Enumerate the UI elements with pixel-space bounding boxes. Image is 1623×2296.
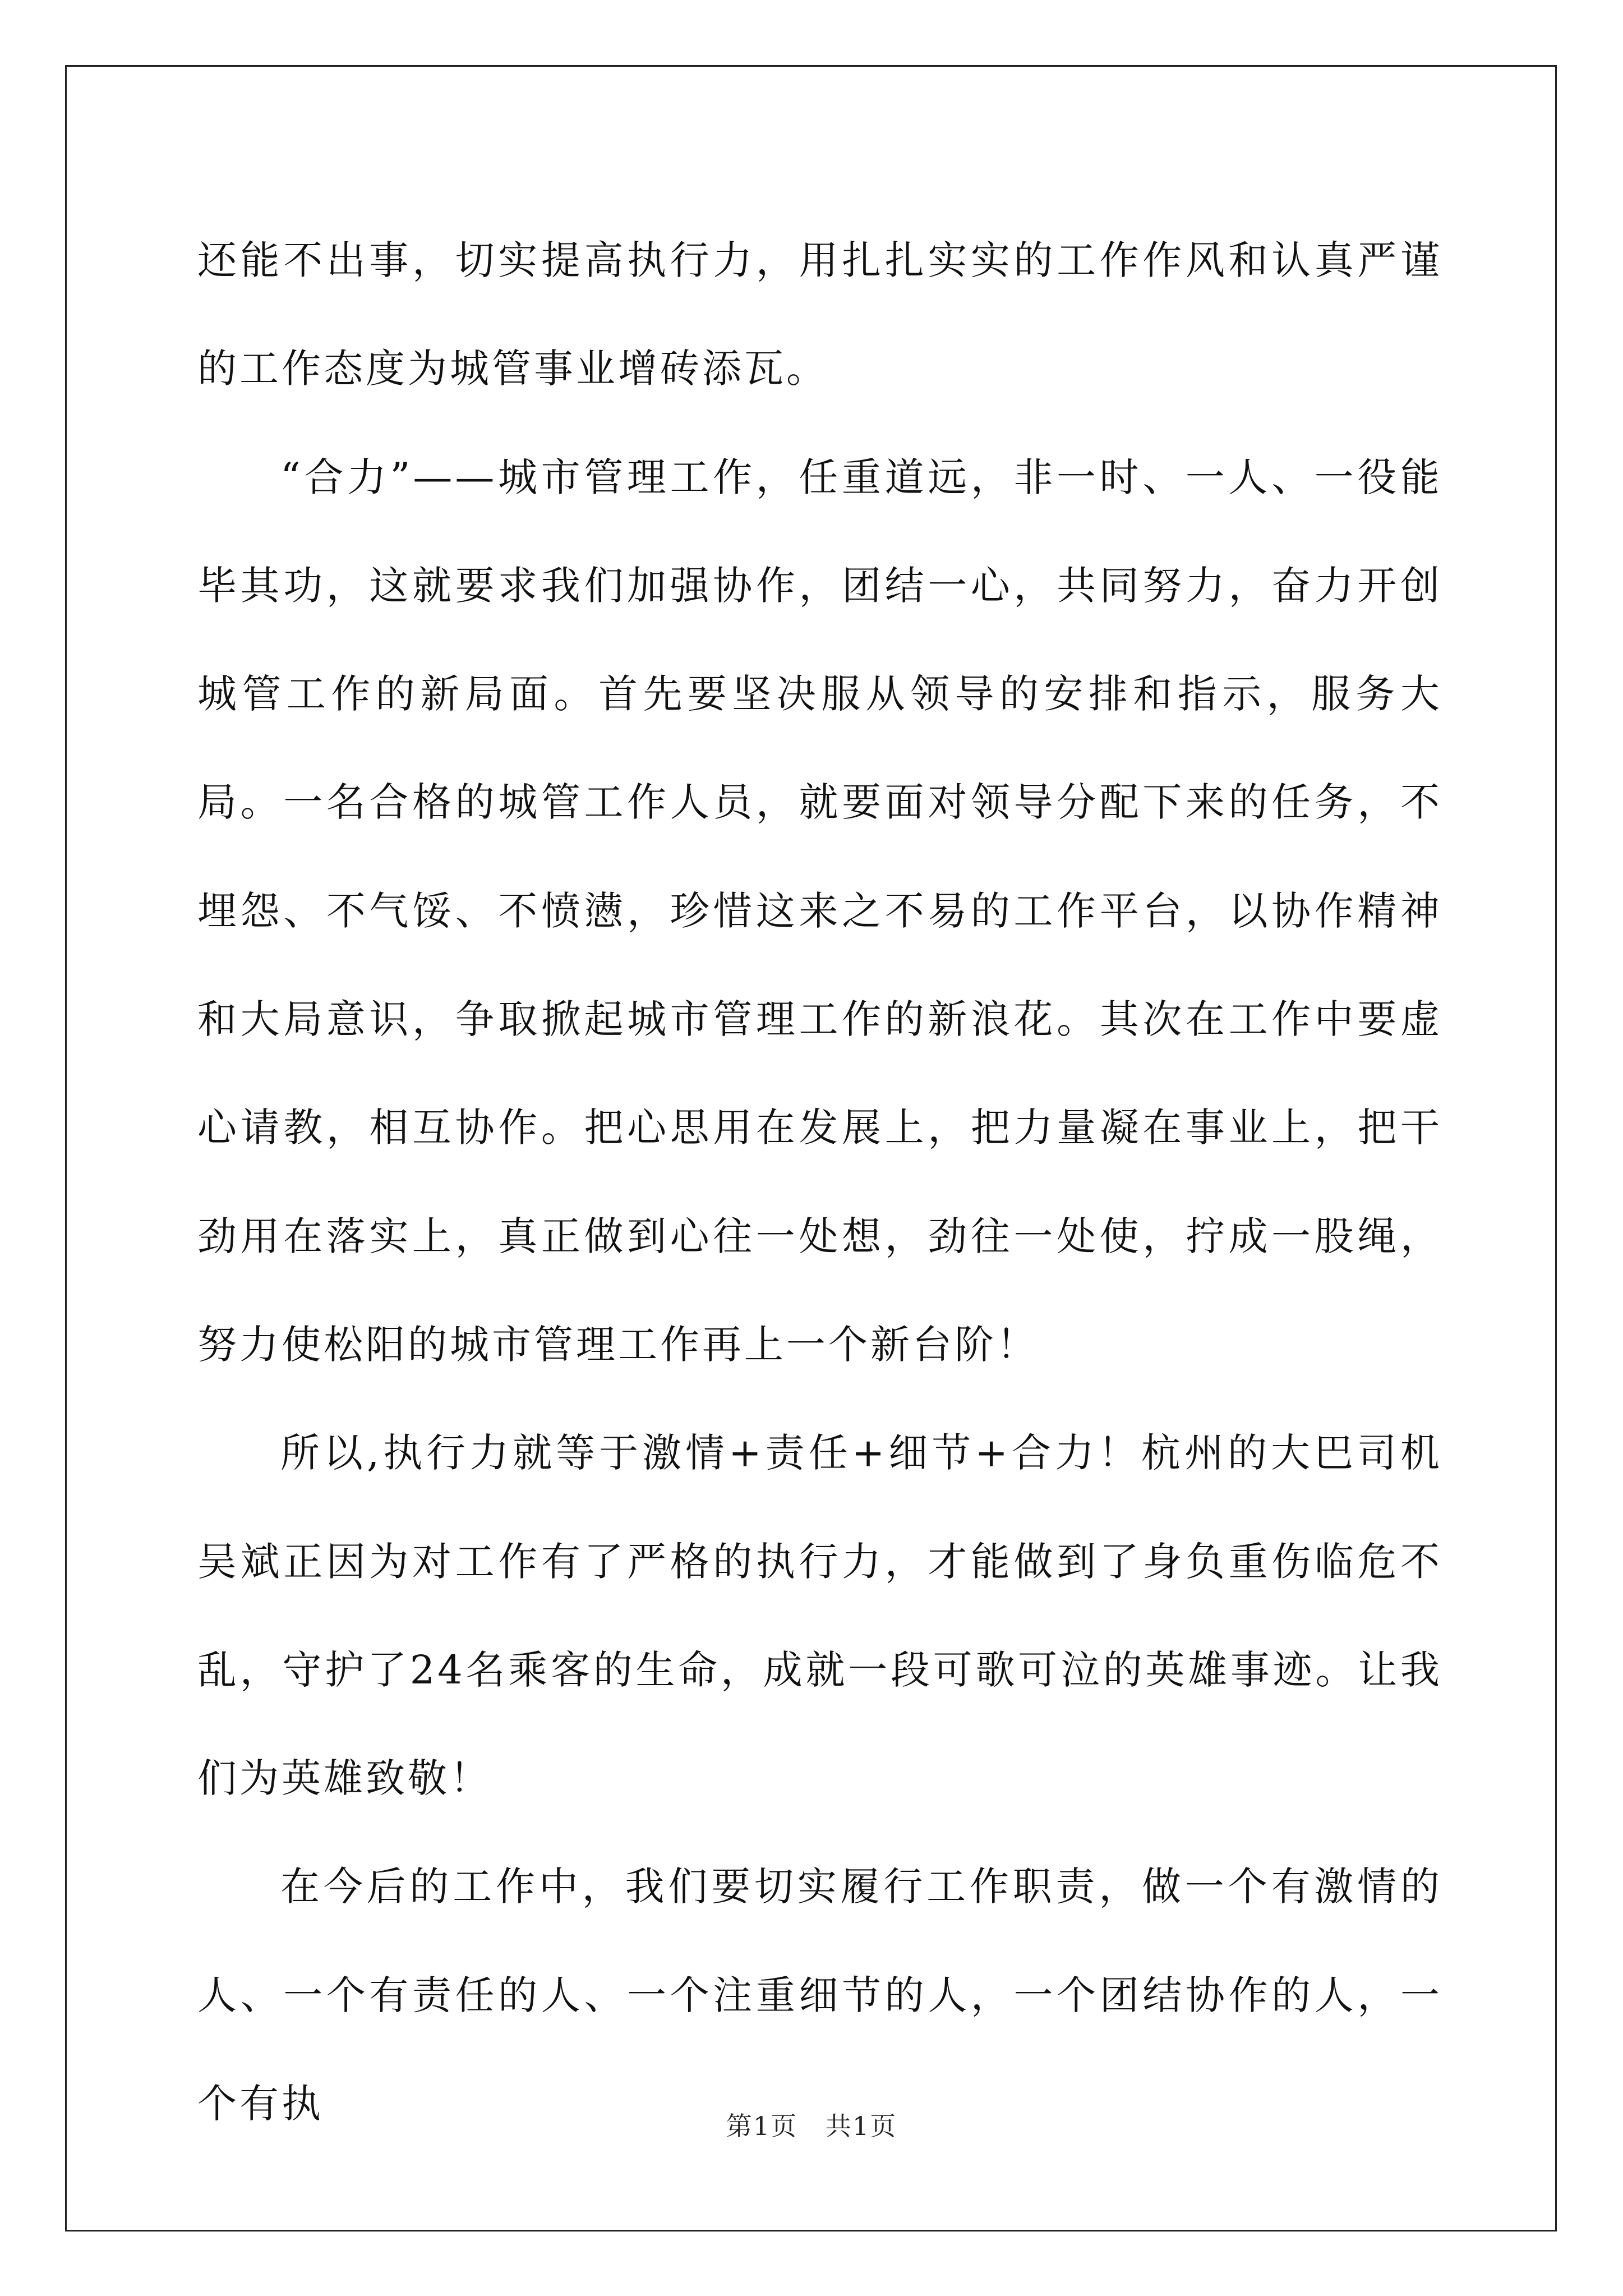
paragraph-4: 在今后的工作中，我们要切实履行工作职责，做一个有激情的人、一个有责任的人、一个注重细节的人，一个团结协作的人，一个有执 (197, 1864, 1442, 2127)
page-number-footer: 第1页 共1页 (726, 2111, 897, 2141)
document-body (197, 206, 1442, 2158)
paragraph-1: 还能不出事，切实提高执行力，用扎扎实实的工作作风和认真严谨的工作态度为城管事业增砖添瓦。 (197, 237, 1442, 392)
paragraph-3: 所以,执行力就等于激情+责任+细节+合力！杭州的大巴司机吴斌正因为对工作有了严格的执行力，才能做到了身负重伤临危不乱，守护了24名乘客的生命，成就一段可歌可泣的英雄事迹。让我们为英雄致敬！ (197, 1430, 1442, 1802)
paragraph-2: “合力”——城市管理工作，任重道远，非一时、一人、一役能毕其功，这就要求我们加强协作，团结一心，共同努力，奋力开创城管工作的新局面。首先要坚决服从领导的安排和指示，服务大局。一名合格的城管工作人员，就要面对领导分配下来的任务，不埋怨、不气馁、不愤懑，珍惜这来之不易的工作平台，以协作精神和大局意识，争取掀起城市管理工作的新浪花。其次在工作中要虚心请教，相互协作。把心思用在发展上，把力量凝在事业上，把干劲用在落实上，真正做到心往一处想，劲往一处使，拧成一股绳，努力使松阳的城市管理工作再上一个新台阶！ (197, 454, 1442, 1368)
